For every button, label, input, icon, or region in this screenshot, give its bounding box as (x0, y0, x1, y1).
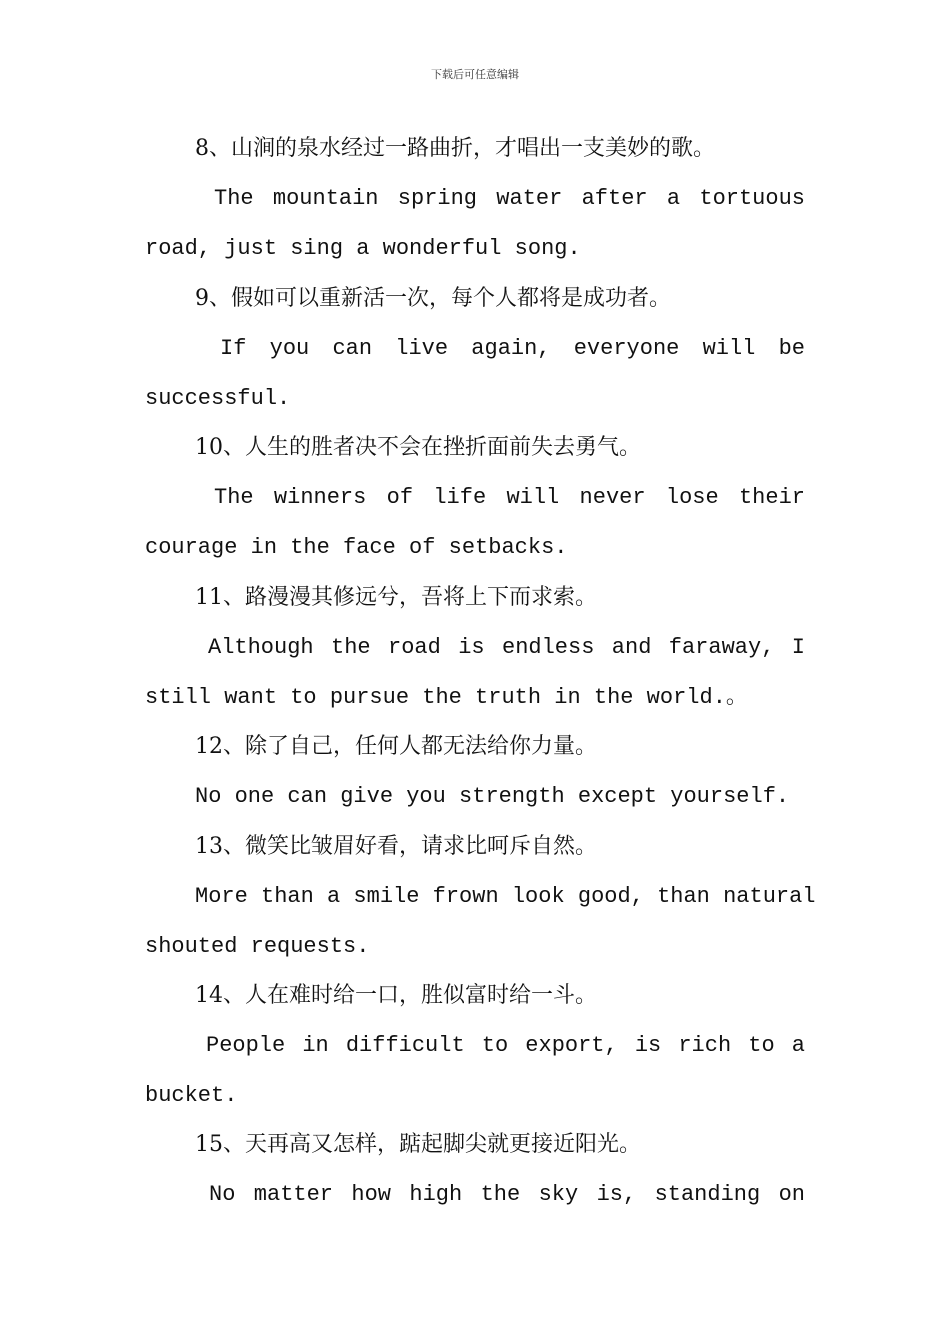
quote-11-chinese: 11、路漫漫其修远兮，吾将上下而求索。 (195, 585, 597, 610)
quote-9-english-line2: successful. (145, 386, 291, 411)
quote-12-chinese: 12、除了自己，任何人都无法给你力量。 (195, 734, 597, 759)
quote-15-english-line1: No matter how high the sky is, standing on (209, 1182, 805, 1207)
quote-9-chinese: 9、假如可以重新活一次，每个人都将是成功者。 (195, 286, 671, 311)
quote-9-english-line1: If you can live again, everyone will be (220, 336, 805, 361)
quote-13-english-line1: More than a smile frown look good, than natural (195, 884, 816, 909)
quote-8-english-line2: road, just sing a wonderful song. (145, 236, 581, 261)
quote-10-english-line2: courage in the face of setbacks. (145, 535, 568, 560)
quote-10-chinese: 10、人生的胜者决不会在挫折面前失去勇气。 (195, 435, 641, 460)
quote-8-english-line1: The mountain spring water after a tortuous (214, 186, 805, 211)
quote-11-english-line2: still want to pursue the truth in the world.。 (145, 685, 748, 710)
quote-11-english-line1: Although the road is endless and faraway, I (208, 635, 805, 660)
quote-8-chinese: 8、山涧的泉水经过一路曲折，才唱出一支美妙的歌。 (195, 136, 715, 161)
quote-13-english-line2: shouted requests. (145, 934, 370, 959)
page-header: 下载后可任意编辑 (431, 68, 519, 81)
quote-10-english-line1: The winners of life will never lose their (214, 485, 805, 510)
quote-14-english-line1: People in difficult to export, is rich to a (206, 1033, 805, 1058)
quote-15-chinese: 15、天再高又怎样，踮起脚尖就更接近阳光。 (195, 1132, 641, 1157)
quote-14-english-line2: bucket. (145, 1083, 238, 1108)
quote-14-chinese: 14、人在难时给一口，胜似富时给一斗。 (195, 983, 597, 1008)
quote-13-chinese: 13、微笑比皱眉好看，请求比呵斥自然。 (195, 834, 597, 859)
quote-12-english: No one can give you strength except yourself. (195, 784, 790, 809)
